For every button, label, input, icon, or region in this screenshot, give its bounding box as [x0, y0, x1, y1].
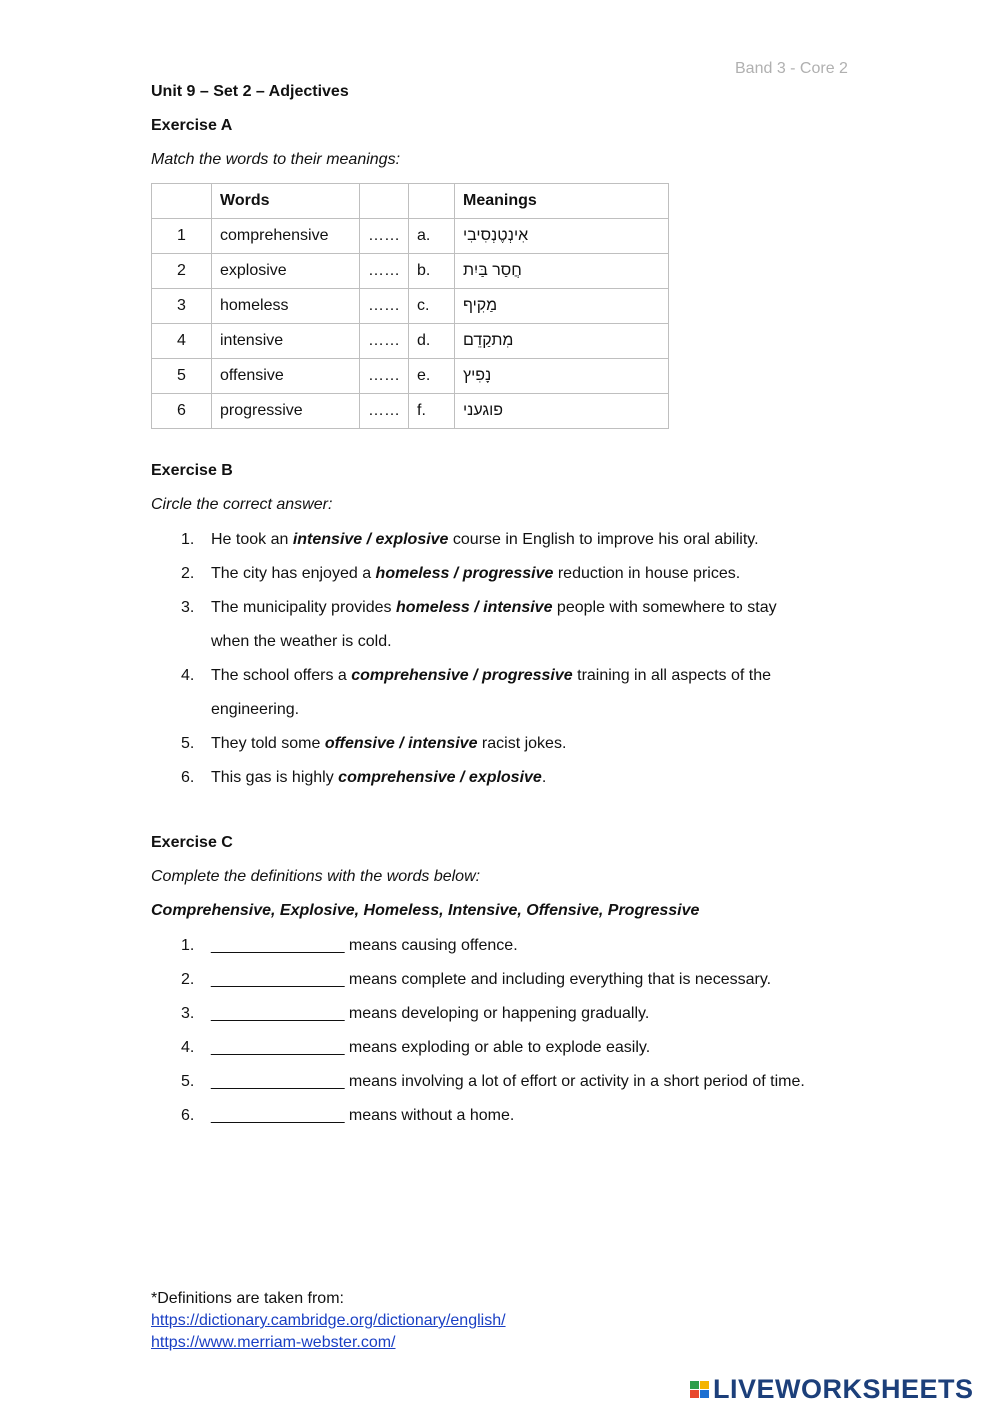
definition-text: means complete and including everything that is necessary.	[344, 971, 772, 988]
row-meaning: פוגעני	[455, 394, 669, 429]
table-row	[152, 289, 669, 324]
answer-blank[interactable]: ……	[360, 254, 409, 289]
item-number: 5.	[181, 1073, 195, 1090]
table-row	[152, 359, 669, 394]
table-row	[152, 394, 669, 429]
row-letter: c.	[409, 289, 455, 324]
matching-table	[151, 183, 669, 429]
header-dots	[360, 184, 409, 219]
answer-choice[interactable]: offensive / intensive	[324, 735, 478, 752]
list-item	[181, 997, 871, 1031]
answer-blank[interactable]: ……	[360, 324, 409, 359]
answer-blank[interactable]: ……	[360, 394, 409, 429]
item-text-after: course in English to improve his oral ability.	[448, 531, 759, 548]
exercise-a-instruction: Match the words to their meanings:	[151, 151, 401, 168]
row-letter: a.	[409, 219, 455, 254]
exercise-c-heading: Exercise C	[151, 834, 233, 851]
cambridge-link[interactable]: https://dictionary.cambridge.org/dictionary/english/	[151, 1312, 506, 1329]
list-item	[181, 963, 871, 997]
row-number: 1	[152, 219, 212, 254]
row-meaning: מַקִיף	[455, 289, 669, 324]
list-item	[181, 761, 871, 795]
item-number: 3.	[181, 1005, 195, 1022]
fill-in-blank[interactable]: _______________	[211, 1039, 345, 1056]
item-number: 2.	[181, 971, 195, 988]
row-letter: b.	[409, 254, 455, 289]
merriam-webster-link[interactable]: https://www.merriam-webster.com/	[151, 1334, 396, 1351]
item-number: 6.	[181, 1107, 195, 1124]
sources-note: *Definitions are taken from:	[151, 1290, 344, 1307]
row-letter: d.	[409, 324, 455, 359]
list-item	[181, 727, 871, 761]
definition-text: means involving a lot of effort or activity in a short period of time.	[344, 1073, 805, 1090]
row-word: progressive	[212, 394, 360, 429]
row-meaning: אִינְטֶנְסִיבִי	[455, 219, 669, 254]
list-item	[181, 1031, 871, 1065]
definition-text: means without a home.	[344, 1107, 515, 1124]
item-number: 4.	[181, 1039, 195, 1056]
row-word: comprehensive	[212, 219, 360, 254]
item-text-after: people with somewhere to stay when the weather is cold.	[211, 599, 777, 650]
list-item	[181, 1065, 871, 1099]
table-header-row	[152, 184, 669, 219]
liveworksheets-logo-icon	[690, 1381, 709, 1398]
answer-choice[interactable]: homeless / progressive	[375, 565, 554, 582]
item-text-before: The municipality provides	[211, 599, 396, 616]
exercise-c-list	[181, 929, 871, 1133]
logo-text: LIVEWORKSHEETS	[713, 1373, 974, 1404]
table-row	[152, 324, 669, 359]
row-word: offensive	[212, 359, 360, 394]
list-item	[181, 929, 871, 963]
answer-blank[interactable]: ……	[360, 289, 409, 324]
item-number: 3.	[181, 599, 195, 616]
item-number: 2.	[181, 565, 195, 582]
item-number: 6.	[181, 769, 195, 786]
sources-footer	[151, 1288, 506, 1354]
row-number: 3	[152, 289, 212, 324]
fill-in-blank[interactable]: _______________	[211, 971, 345, 988]
item-number: 5.	[181, 735, 195, 752]
row-meaning: חֲסַר בַּיִת	[455, 254, 669, 289]
list-item	[181, 659, 801, 727]
item-number: 1.	[181, 531, 195, 548]
header-letter	[409, 184, 455, 219]
row-letter: e.	[409, 359, 455, 394]
definition-text: means causing offence.	[344, 937, 518, 954]
page-header-band: Band 3 - Core 2	[735, 60, 848, 77]
exercise-a-heading: Exercise A	[151, 117, 233, 134]
fill-in-blank[interactable]: _______________	[211, 1073, 345, 1090]
fill-in-blank[interactable]: _______________	[211, 937, 345, 954]
list-item	[181, 557, 871, 591]
exercise-c-instruction: Complete the definitions with the words below:	[151, 868, 481, 885]
row-meaning: מִתקַדֵם	[455, 324, 669, 359]
exercise-b-list	[181, 523, 871, 795]
row-number: 5	[152, 359, 212, 394]
item-text-before: The school offers a	[211, 667, 352, 684]
answer-blank[interactable]: ……	[360, 219, 409, 254]
row-meaning: נָפִיץ	[455, 359, 669, 394]
answer-choice[interactable]: intensive / explosive	[292, 531, 449, 548]
header-words: Words	[212, 184, 360, 219]
item-text-after: .	[541, 769, 547, 786]
table-row	[152, 219, 669, 254]
exercise-b-heading: Exercise B	[151, 462, 233, 479]
row-word: homeless	[212, 289, 360, 324]
table-row	[152, 254, 669, 289]
word-bank: Comprehensive, Explosive, Homeless, Intensive, Offensive, Progressive	[151, 902, 700, 919]
page-title: Unit 9 – Set 2 – Adjectives	[151, 83, 349, 100]
item-number: 1.	[181, 937, 195, 954]
answer-choice[interactable]: comprehensive / explosive	[338, 769, 542, 786]
definition-text: means exploding or able to explode easily.	[344, 1039, 651, 1056]
row-word: explosive	[212, 254, 360, 289]
answer-blank[interactable]: ……	[360, 359, 409, 394]
item-text-before: This gas is highly	[211, 769, 339, 786]
item-text-after: racist jokes.	[477, 735, 567, 752]
answer-choice[interactable]: homeless / intensive	[395, 599, 553, 616]
item-text-before: The city has enjoyed a	[211, 565, 376, 582]
header-meanings: Meanings	[455, 184, 669, 219]
item-text-before: He took an	[211, 531, 293, 548]
row-number: 6	[152, 394, 212, 429]
list-item	[181, 591, 811, 659]
definition-text: means developing or happening gradually.	[344, 1005, 650, 1022]
fill-in-blank[interactable]: _______________	[211, 1005, 345, 1022]
exercise-b-instruction: Circle the correct answer:	[151, 496, 333, 513]
fill-in-blank[interactable]: _______________	[211, 1107, 345, 1124]
item-text-before: They told some	[211, 735, 325, 752]
item-text-after: reduction in house prices.	[553, 565, 741, 582]
row-number: 2	[152, 254, 212, 289]
list-item	[181, 523, 871, 557]
row-word: intensive	[212, 324, 360, 359]
liveworksheets-logo	[690, 1374, 974, 1404]
item-number: 4.	[181, 667, 195, 684]
header-num	[152, 184, 212, 219]
list-item	[181, 1099, 871, 1133]
row-letter: f.	[409, 394, 455, 429]
item-text-after: training in all aspects of the engineering.	[211, 667, 772, 718]
answer-choice[interactable]: comprehensive / progressive	[351, 667, 573, 684]
row-number: 4	[152, 324, 212, 359]
